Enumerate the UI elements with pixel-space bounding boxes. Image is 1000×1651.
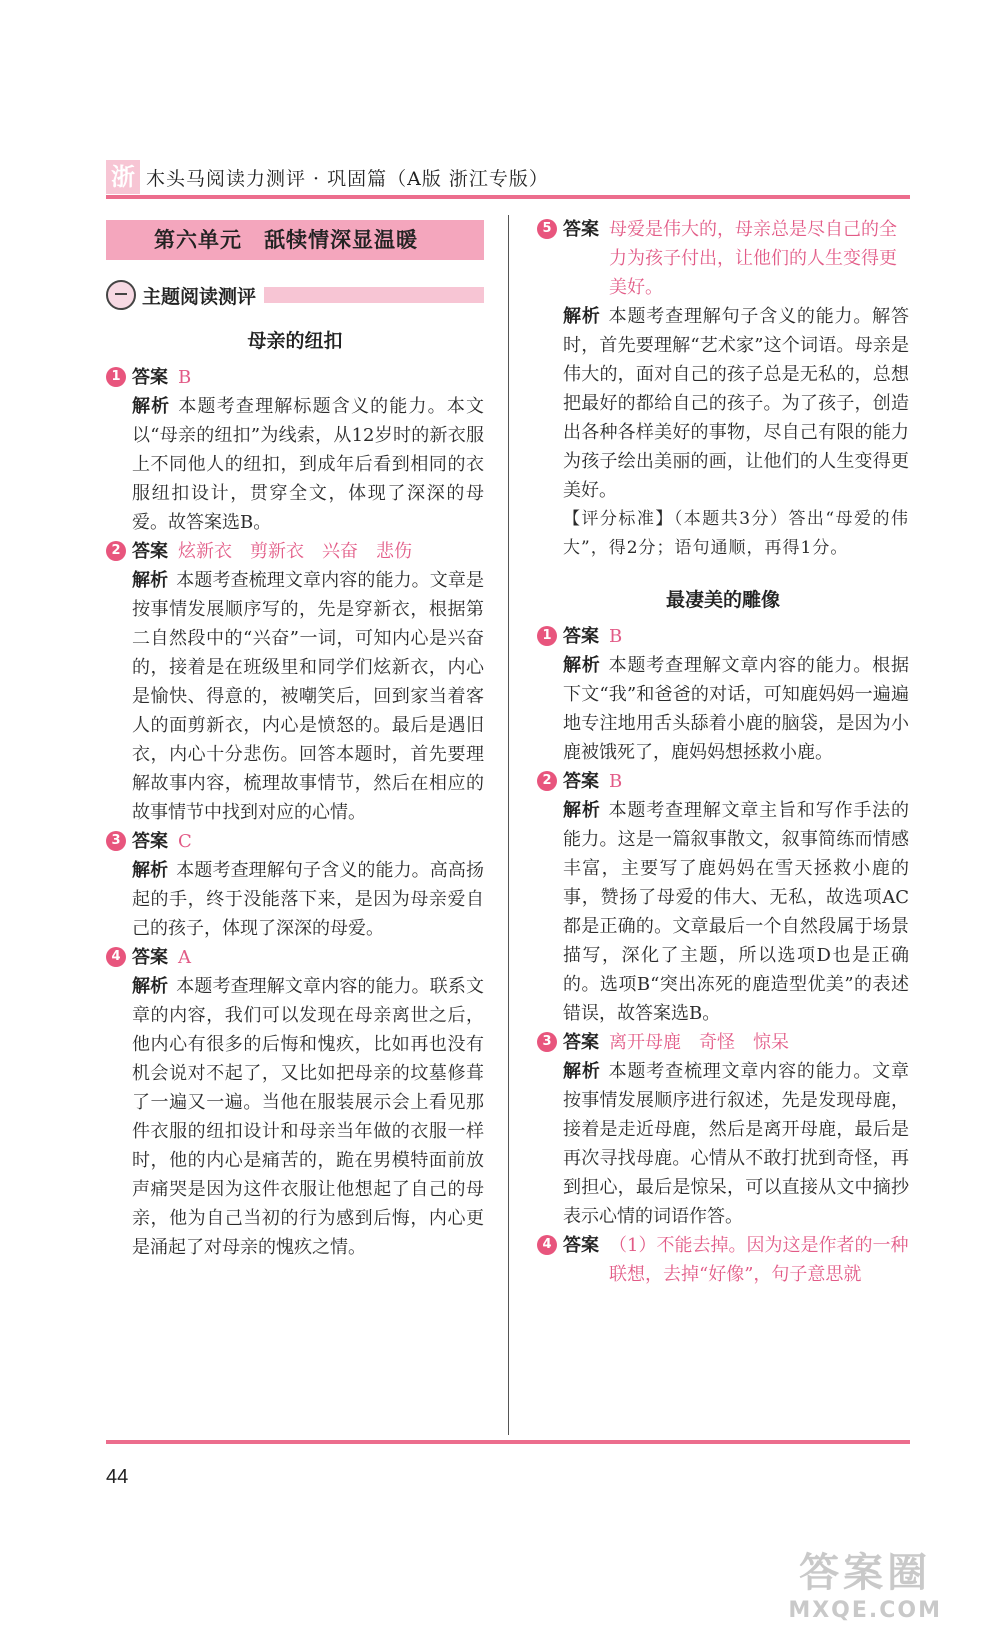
header-title: 木头马阅读力测评 · 巩固篇（A版 浙江专版） (146, 168, 549, 190)
answer-label: 答案 (132, 367, 168, 388)
answer-value: 离开母鹿 奇怪 惊呆 (609, 1032, 789, 1053)
header-badge-icon: 浙 (106, 160, 140, 194)
article-title: 最凄美的雕像 (665, 589, 780, 611)
question-number: 3 (106, 831, 126, 851)
answer-label: 答案 (563, 771, 599, 792)
column-divider (508, 215, 509, 1435)
watermark-text: 答案圈 (799, 1550, 932, 1596)
answer-value: B (609, 771, 623, 792)
question-item (537, 622, 909, 767)
question-number: 1 (537, 626, 557, 646)
answer-label: 答案 (563, 1235, 599, 1256)
analysis-text: 本题考查梳理文章内容的能力。文章是按事情发展顺序写的，先是穿新衣，根据第二自然段中的“兴奋”一词，可知内心是兴奋的，接着是在班级里和同学们炫新衣，内心是愉快、得意的，被嘲笑后，回到家当着客人的面剪新衣，内心是愤怒的。最后是遇旧衣，内心十分悲伤。回答本题时，首先要理解故事内容，梳理故事情节，然后在相应的故事情节中找到对应的心情。 (132, 570, 485, 823)
answer-value: B (609, 626, 623, 647)
right-column (537, 215, 909, 1289)
analysis-label: 解析 (132, 396, 171, 417)
question-number: 2 (106, 541, 126, 561)
analysis-text: 本题考查理解句子含义的能力。解答时，首先要理解“艺术家”这个词语。母亲是伟大的，面对自己的孩子总是无私的，总想把最好的都给自己的孩子。为了孩子，创造出各种各样美好的事物，尽自己有限的能力为孩子绘出美丽的画，让他们的人生变得更美好。 (563, 306, 910, 501)
answer-value: （1）不能去掉。因为这是作者的一种联想，去掉“好像”，句子意思就 (609, 1235, 909, 1285)
section-bar (264, 287, 484, 303)
question-number: 4 (537, 1235, 557, 1255)
analysis-label: 解析 (132, 860, 169, 881)
analysis-text: 本题考查理解文章内容的能力。联系文章的内容，我们可以发现在母亲离世之后，他内心有很多的后悔和愧疚，比如再也没有机会说对不起了，又比如把母亲的坟墓修葺了一遍又一遍。当他在服装展示会上看见那件衣服的纽扣设计和母亲当年做的衣服一样时，他的内心是痛苦的，跪在男模特面前放声痛哭是因为这件衣服让他想起了自己的母亲，他为自己当初的行为感到后悔，内心更是涌起了对母亲的愧疚之情。 (132, 976, 485, 1258)
question-item (537, 1231, 909, 1289)
answer-label: 答案 (563, 219, 599, 240)
analysis-label: 解析 (563, 306, 601, 327)
left-column (106, 215, 484, 1262)
unit-banner: 第六单元 舐犊情深显温暖 (106, 220, 484, 260)
question-number: 3 (537, 1032, 557, 1052)
answer-label: 答案 (563, 626, 599, 647)
question-item (537, 215, 909, 563)
answer-label: 答案 (563, 1032, 599, 1053)
analysis-label: 解析 (563, 800, 601, 821)
answer-value: 炫新衣 剪新衣 兴奋 悲伤 (178, 541, 412, 562)
analysis-label: 解析 (563, 1061, 601, 1082)
section-header (106, 278, 484, 312)
watermark-domain: MXQE.COM (788, 1598, 942, 1623)
question-item (106, 363, 484, 537)
question-item (106, 537, 484, 827)
reading-mascot-icon (106, 280, 136, 310)
question-number: 4 (106, 947, 126, 967)
question-number: 1 (106, 367, 126, 387)
analysis-label: 解析 (132, 570, 169, 591)
footer-divider (106, 1440, 910, 1444)
question-item (106, 827, 484, 943)
question-item (537, 767, 909, 1028)
answer-value: 母爱是伟大的，母亲总是尽自己的全力为孩子付出，让他们的人生变得更美好。 (609, 219, 897, 298)
analysis-label: 解析 (132, 976, 169, 997)
answer-label: 答案 (132, 541, 168, 562)
question-item (537, 1028, 909, 1231)
analysis-text: 本题考查理解句子含义的能力。高高扬起的手，终于没能落下来，是因为母亲爱自己的孩子，体现了深深的母爱。 (132, 860, 485, 939)
question-number: 2 (537, 771, 557, 791)
answer-value: C (178, 831, 192, 852)
scoring-criteria: 【评分标准】（本题共3分）答出“母爱的伟大”，得2分；语句通顺，再得1分。 (563, 509, 909, 558)
watermark-logo (788, 1541, 942, 1623)
analysis-label: 解析 (563, 655, 601, 676)
analysis-text: 本题考查理解文章内容的能力。根据下文“我”和爸爸的对话，可知鹿妈妈一遍遍地专注地用舌头舔着小鹿的脑袋，是因为小鹿被饿死了，鹿妈妈想拯救小鹿。 (563, 655, 910, 763)
page-number: 44 (106, 1466, 129, 1488)
question-number: 5 (537, 219, 557, 239)
analysis-text: 本题考查理解标题含义的能力。本文以“母亲的纽扣”为线索，从12岁时的新衣服上不同他人的纽扣，到成年后看到相同的衣服纽扣设计，贯穿全文，体现了深深的母爱。故答案选B。 (132, 396, 485, 533)
answer-value: B (178, 367, 192, 388)
analysis-text: 本题考查梳理文章内容的能力。文章按事情发展顺序进行叙述，先是发现母鹿，接着是走近母鹿，然后是离开母鹿，最后是再次寻找母鹿。心情从不敢打扰到奇怪，再到担心，最后是惊呆，可以直接从文中摘抄表示心情的词语作答。 (563, 1061, 910, 1227)
answer-value: A (178, 947, 191, 968)
header-divider (106, 195, 910, 199)
answer-label: 答案 (132, 947, 168, 968)
article-title: 母亲的纽扣 (247, 330, 343, 352)
analysis-text: 本题考查理解文章主旨和写作手法的能力。这是一篇叙事散文，叙事简练而情感丰富，主要写了鹿妈妈在雪天拯救小鹿的事，赞扬了母爱的伟大、无私，故选项AC都是正确的。文章最后一个自然段属于场景描写，深化了主题，所以选项D也是正确的。选项B“突出冻死的鹿造型优美”的表述错误，故答案选B。 (563, 800, 910, 1024)
answer-label: 答案 (132, 831, 168, 852)
question-item (106, 943, 484, 1262)
section-label: 主题阅读测评 (142, 285, 257, 308)
